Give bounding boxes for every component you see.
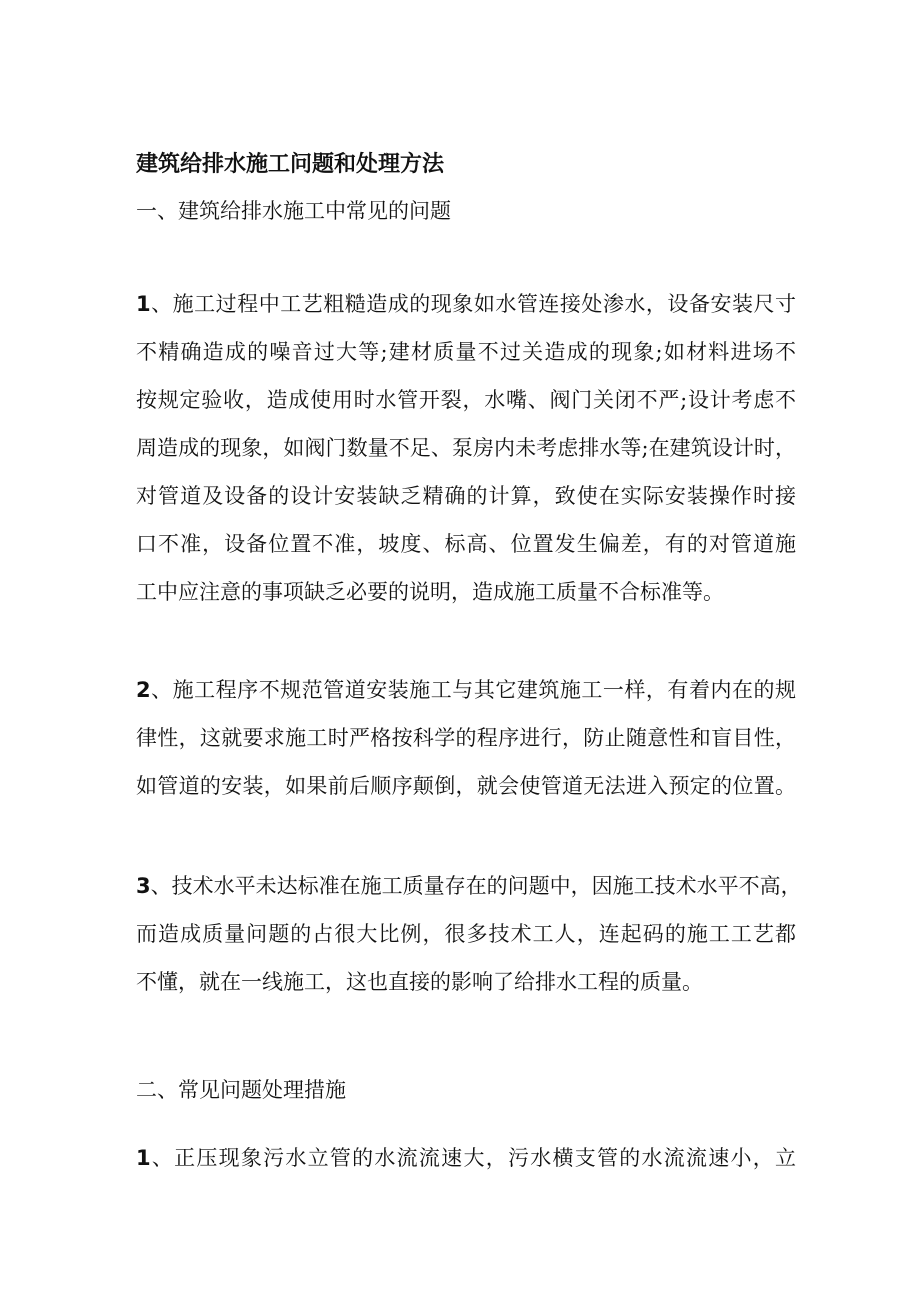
paragraph-line: 不懂，就在一线施工，这也直接的影响了给排水工程的质量。 — [136, 970, 703, 994]
item-number: 2 — [136, 678, 151, 702]
section-heading-solutions: 二、常见问题处理措施 — [136, 1078, 346, 1102]
paragraph-line: 律性，这就要求施工时严格按科学的程序进行，防止随意性和盲目性， — [136, 726, 796, 750]
paragraph-line: 对管道及设备的设计安装缺乏精确的计算，致使在实际安装操作时接 — [136, 484, 796, 508]
paragraph-line: 按规定验收，造成使用时水管开裂，水嘴、阀门关闭不严;设计考虑不 — [136, 388, 796, 412]
paragraph-2 — [136, 666, 796, 810]
paragraph-3 — [136, 862, 802, 1006]
paragraph-line: 2、施工程序不规范管道安装施工与其它建筑施工一样，有着内在的规 — [136, 678, 796, 702]
section-heading-common-problems: 一、建筑给排水施工中常见的问题 — [136, 199, 451, 223]
item-number: 3 — [136, 874, 151, 898]
item-number: 1 — [136, 292, 151, 316]
paragraph-line: 口不准，设备位置不准，坡度、标高、位置发生偏差，有的对管道施 — [136, 532, 796, 556]
paragraph-line: 而造成质量问题的占很大比例，很多技术工人，连起码的施工工艺都 — [136, 922, 796, 946]
paragraph-1 — [136, 280, 796, 616]
paragraph-line: 1、施工过程中工艺粗糙造成的现象如水管连接处渗水，设备安装尺寸 — [136, 292, 796, 316]
paragraph-line: 3、技术水平未达标准在施工质量存在的问题中，因施工技术水平不高， — [136, 874, 802, 898]
paragraph-line: 周造成的现象，如阀门数量不足、泵房内未考虑排水等;在建筑设计时， — [136, 436, 796, 460]
item-number: 1 — [136, 1146, 151, 1170]
paragraph-4 — [136, 1134, 796, 1182]
paragraph-line: 1、正压现象污水立管的水流流速大，污水横支管的水流流速小，立 — [136, 1146, 796, 1170]
document-title: 建筑给排水施工问题和处理方法 — [136, 152, 445, 177]
paragraph-line: 不精确造成的噪音过大等;建材质量不过关造成的现象;如材料进场不 — [136, 340, 796, 364]
paragraph-line: 工中应注意的事项缺乏必要的说明，造成施工质量不合标准等。 — [136, 580, 724, 604]
paragraph-line: 如管道的安装，如果前后顺序颠倒，就会使管道无法进入预定的位置。 — [136, 774, 796, 798]
